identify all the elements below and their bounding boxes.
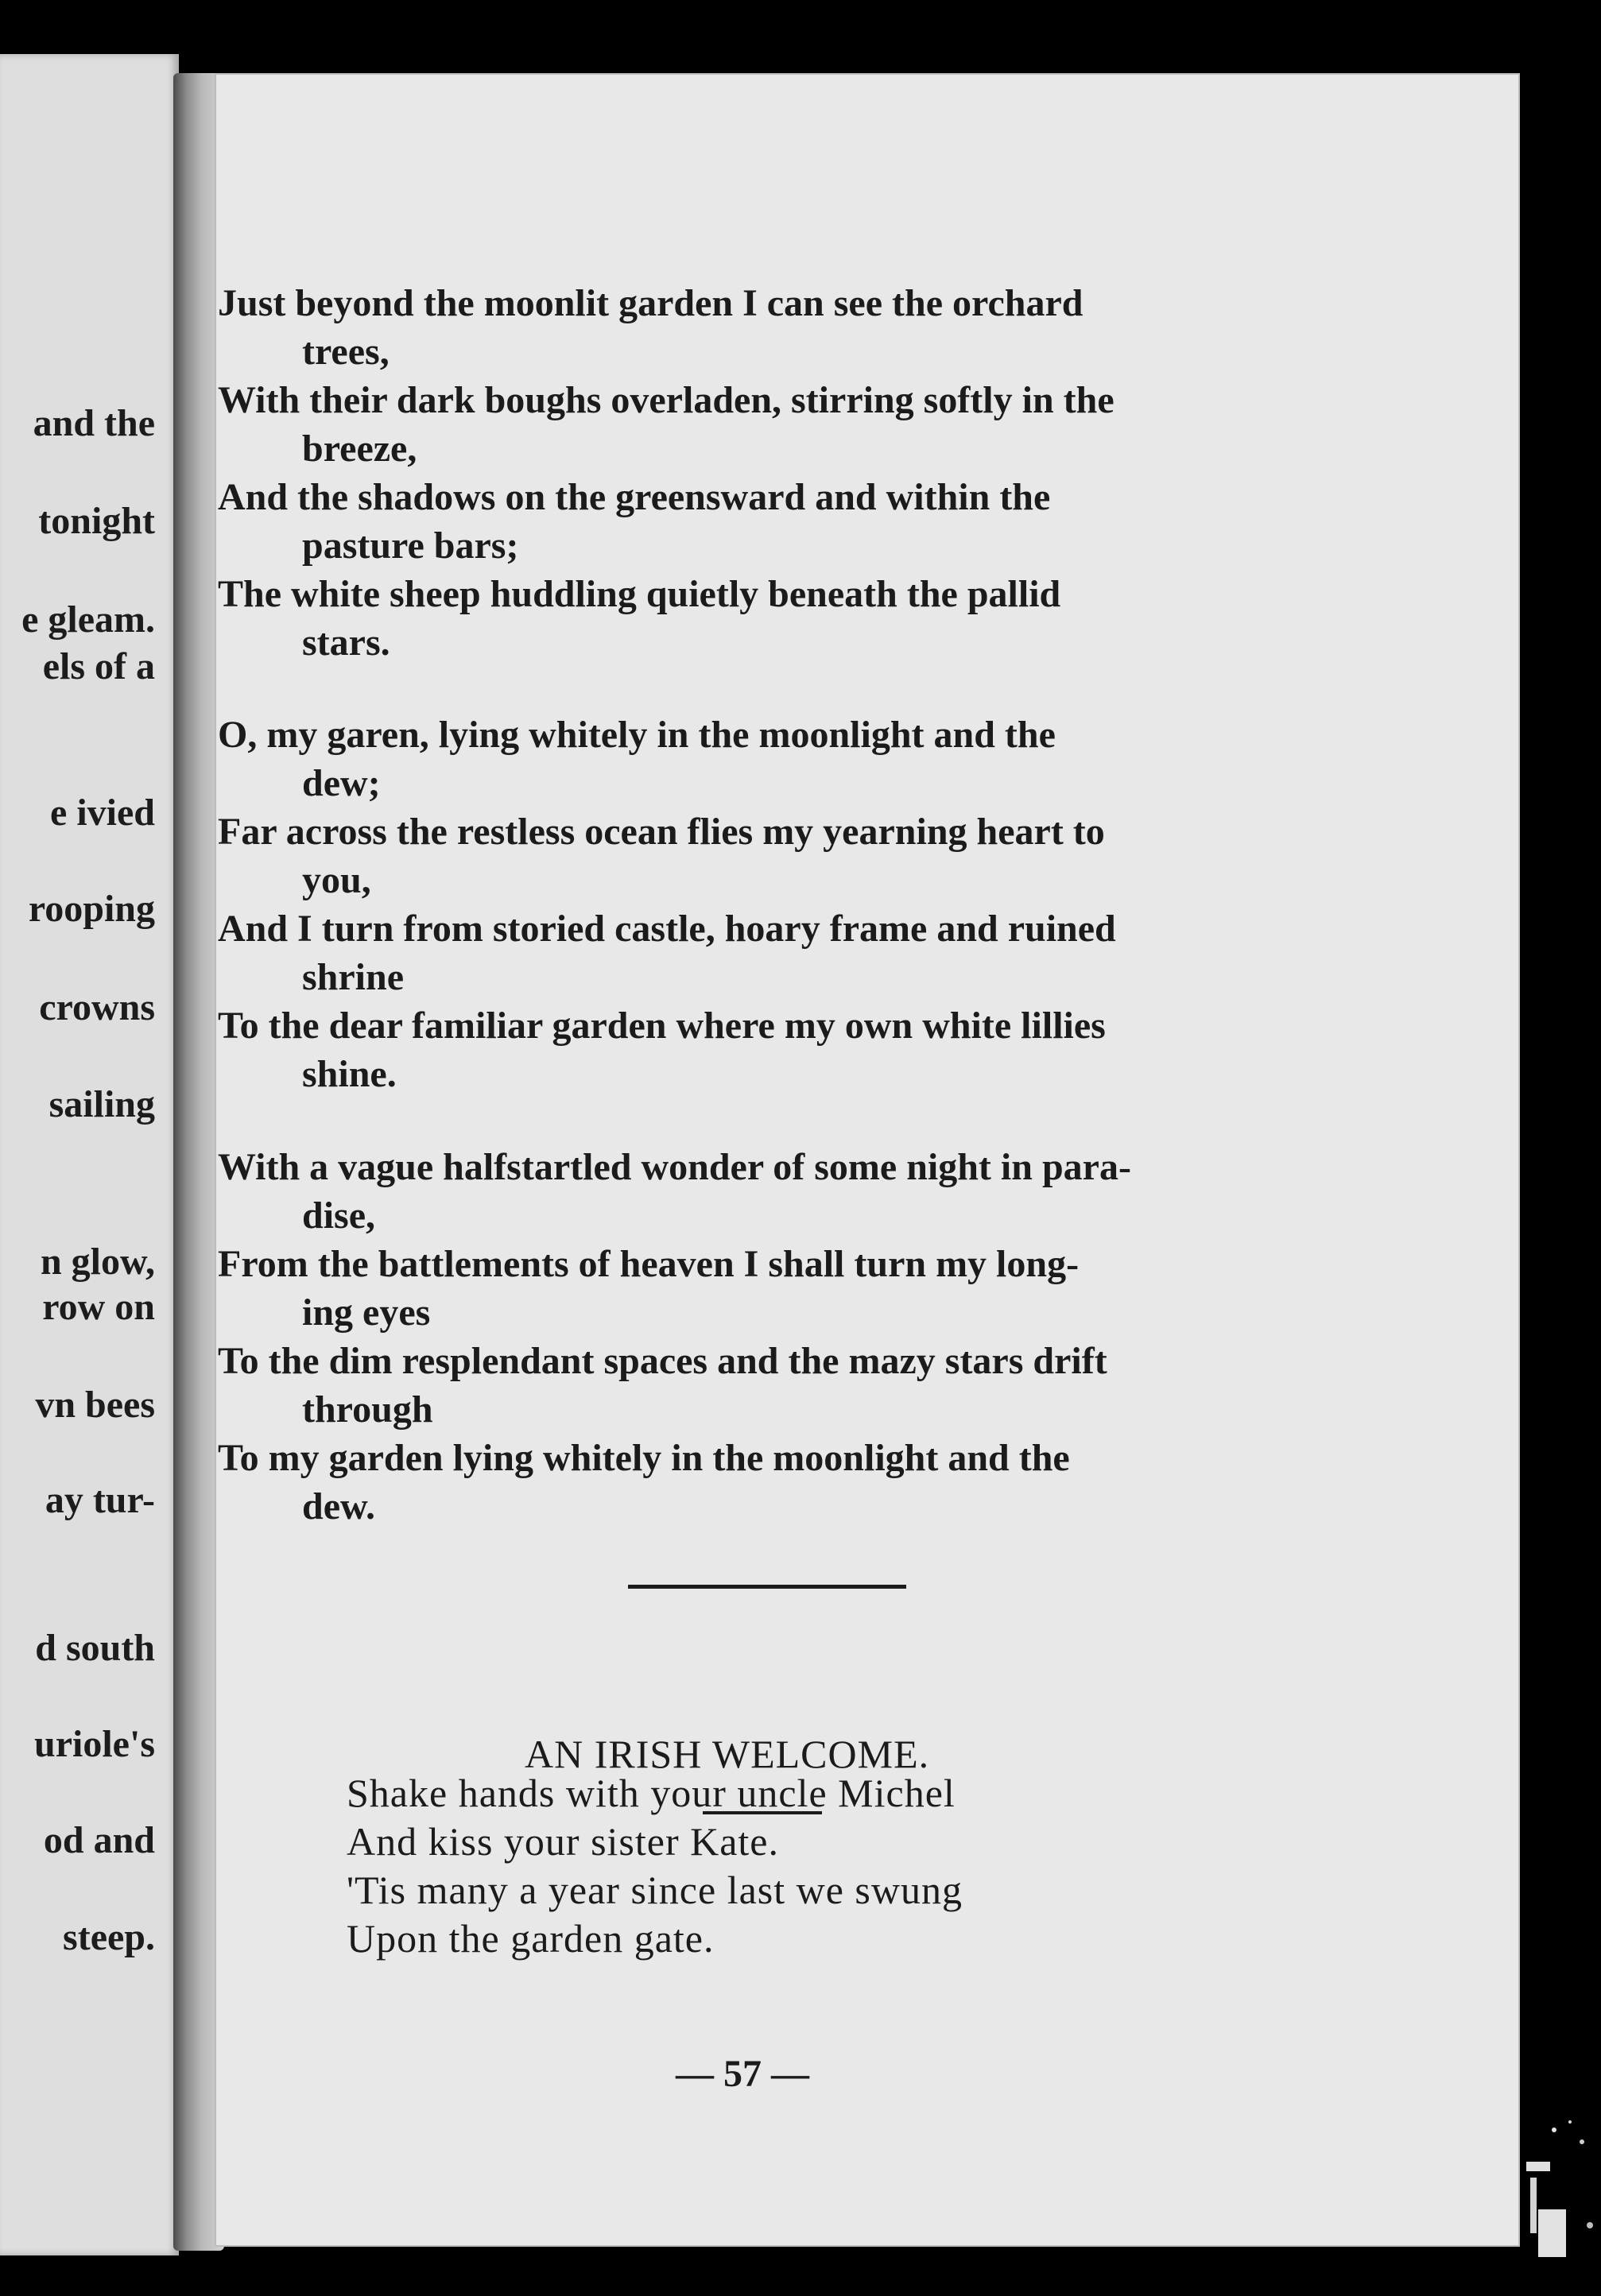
poem-line-continuation: you, bbox=[302, 859, 371, 901]
poem-title: AN IRISH WELCOME. bbox=[525, 1732, 930, 1776]
left-page-fragment: d south bbox=[35, 1627, 155, 1669]
section-divider bbox=[628, 1585, 906, 1589]
poem-line: Far across the restless ocean flies my yearning heart to bbox=[218, 811, 1105, 853]
poem-line-continuation: shine. bbox=[302, 1053, 397, 1095]
left-page-fragment: n glow, bbox=[40, 1241, 155, 1283]
poem-line-continuation: breeze, bbox=[302, 428, 417, 470]
poem-line: To the dim resplendant spaces and the mazy stars drift bbox=[218, 1340, 1107, 1382]
poem-body bbox=[218, 73, 1458, 1583]
poem-line-continuation: pasture bars; bbox=[302, 525, 519, 567]
poem-line: With a vague halfstartled wonder of some night in para- bbox=[218, 1146, 1131, 1188]
left-page-fragment: e ivied bbox=[50, 792, 155, 834]
poem-line-continuation: through bbox=[302, 1388, 433, 1431]
poem-line: With their dark boughs overladen, stirring softly in the bbox=[218, 379, 1114, 421]
poem-line-continuation: ing eyes bbox=[302, 1291, 431, 1334]
poem-line: Just beyond the moonlit garden I can see the orchard bbox=[218, 282, 1083, 324]
poem-line: And the shadows on the greensward and within the bbox=[218, 476, 1051, 518]
left-page-fragment: vn bees bbox=[35, 1384, 155, 1426]
page-number: — 57 — bbox=[676, 2053, 809, 2095]
poem-line: And I turn from storied castle, hoary frame and ruined bbox=[218, 908, 1116, 950]
left-page-fragment: rooping bbox=[28, 888, 155, 930]
second-poem-line: 'Tis many a year since last we swung bbox=[347, 1868, 963, 1912]
left-page-fragment: row on bbox=[42, 1286, 155, 1328]
left-page-fragment: tonight bbox=[38, 500, 155, 542]
second-poem-line: Shake hands with your uncle Michel bbox=[347, 1771, 956, 1815]
second-poem-line: And kiss your sister Kate. bbox=[347, 1819, 779, 1864]
second-poem-line: Upon the garden gate. bbox=[347, 1916, 715, 1961]
poem-line: The white sheep huddling quietly beneath the pallid bbox=[218, 573, 1061, 615]
poem-line-continuation: dew; bbox=[302, 762, 381, 804]
left-page-fragment: sailing bbox=[48, 1083, 155, 1125]
left-page-fragment: crowns bbox=[39, 986, 155, 1028]
poem-line-continuation: stars. bbox=[302, 621, 390, 664]
left-page-fragment: steep. bbox=[63, 1916, 155, 1958]
scan-specks bbox=[1522, 2114, 1598, 2273]
poem-line-continuation: shrine bbox=[302, 956, 405, 998]
left-page-fragment: ay tur- bbox=[45, 1479, 155, 1521]
left-page-fragment: od and bbox=[43, 1819, 155, 1861]
poem-line: To the dear familiar garden where my own white lillies bbox=[218, 1005, 1106, 1047]
left-page bbox=[0, 54, 179, 2255]
left-page-fragment: e gleam. bbox=[21, 598, 155, 641]
left-page-fragment: els of a bbox=[42, 645, 155, 687]
poem-line: O, my garen, lying whitely in the moonlight and the bbox=[218, 714, 1056, 756]
left-page-fragment: uriole's bbox=[34, 1723, 155, 1765]
poem-line: To my garden lying whitely in the moonlight and the bbox=[218, 1437, 1070, 1479]
left-page-fragment: and the bbox=[33, 402, 155, 444]
poem-line-continuation: dew. bbox=[302, 1485, 376, 1527]
poem-line: From the battlements of heaven I shall turn my long- bbox=[218, 1243, 1080, 1285]
poem-line-continuation: trees, bbox=[302, 331, 390, 373]
right-page bbox=[215, 73, 1520, 2247]
poem-line-continuation: dise, bbox=[302, 1194, 376, 1237]
